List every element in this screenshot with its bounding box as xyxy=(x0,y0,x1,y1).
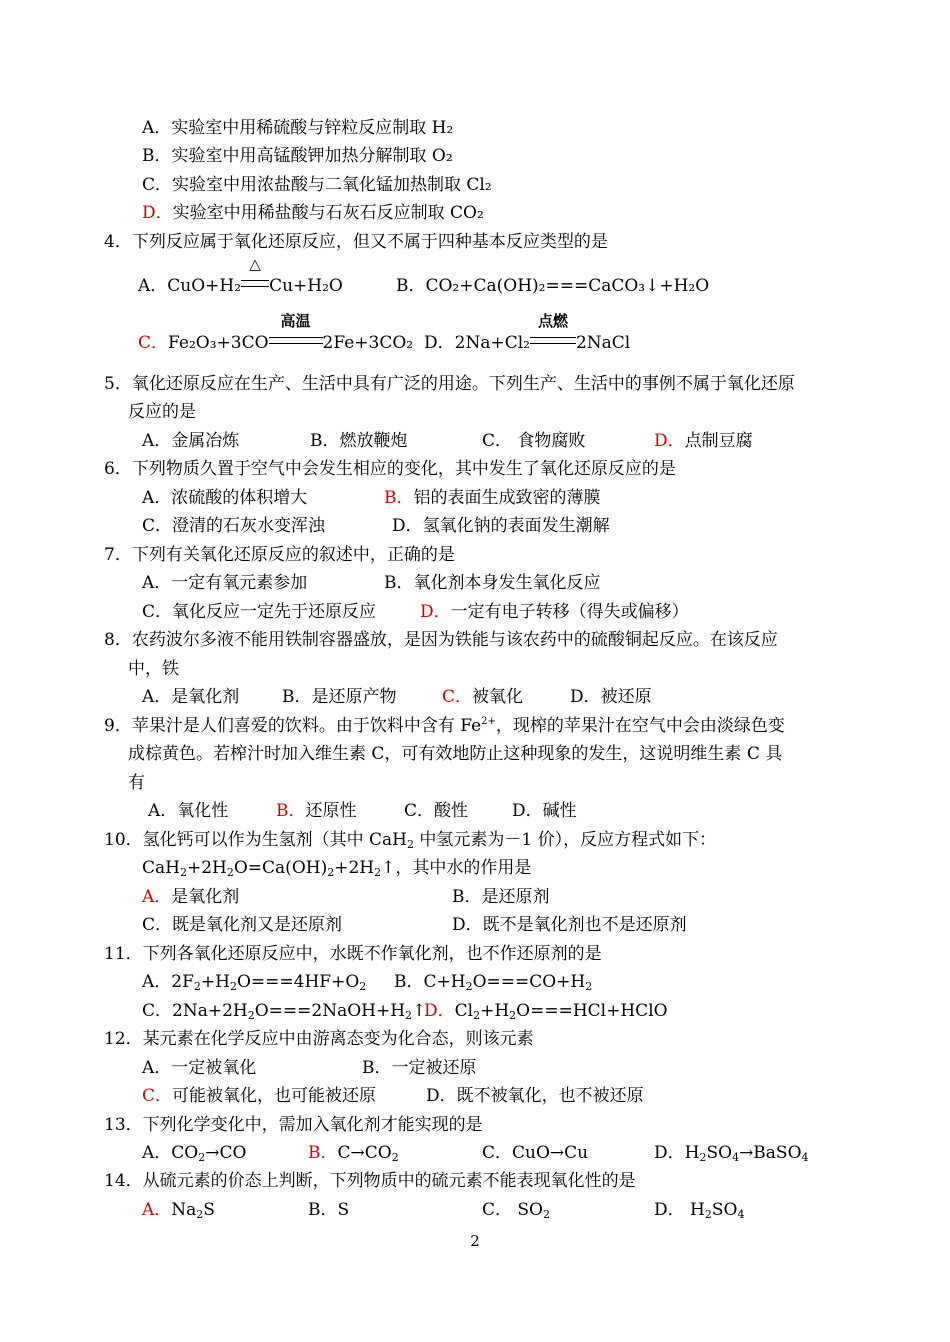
q12-option-c xyxy=(142,1085,376,1107)
equation-left: A．CuO+H₂ xyxy=(138,276,242,296)
q14-option-a: A．$Na_2S$ xyxy=(142,1200,215,1221)
q12-option-b: B．一定被还原 xyxy=(362,1058,477,1078)
q11-stem: 11．下列各氧化还原反应中，水既不作氧化剂，也不作还原剂的是 xyxy=(104,944,602,964)
q6-option-d: D．氢氧化钠的表面发生潮解 xyxy=(392,516,610,536)
q3-option-b: B．实验室中用高锰酸钾加热分解制取 O₂ xyxy=(142,146,453,166)
reaction-arrow xyxy=(530,312,576,354)
q6-option-a: A．浓硫酸的体积增大 xyxy=(142,488,308,508)
page-number: 2 xyxy=(470,1232,480,1250)
q11-option-b: B．$C+H_2O===CO+H_2$ xyxy=(394,972,593,993)
answer-letter: A． xyxy=(142,1200,172,1220)
q10-stem-line2: $CaH_2+2H_2O=Ca(OH)_2+2H_2↑$，其中水的作用是 xyxy=(142,858,532,879)
answer-letter: C． xyxy=(442,687,473,707)
answer-letter: C． xyxy=(138,333,169,353)
q13-stem: 13．下列化学变化中，需加入氧化剂才能实现的是 xyxy=(104,1115,483,1135)
answer-letter: D． xyxy=(424,1001,455,1021)
q10-option-c: C．既是氧化剂又是还原剂 xyxy=(142,915,343,935)
equation-left: Fe₂O₃+3CO xyxy=(168,333,269,353)
q4-stem: 4．下列反应属于氧化还原反应，但又不属于四种基本反应类型的是 xyxy=(104,232,608,252)
q14-option-c: C． $SO_2$ xyxy=(482,1200,550,1221)
q7-option-b: B．氧化剂本身发生氧化反应 xyxy=(384,573,601,593)
q9-stem-line1: 9．苹果汁是人们喜爱的饮料。由于饮料中含有 $Fe^{2+}$，现榨的苹果汁在空气中会由淡绿色变 xyxy=(104,716,785,736)
q5-stem-line1: 5．氧化还原反应在生产、生活中具有广泛的用途。下列生产、生活中的事例不属于氧化还原 xyxy=(104,374,795,394)
q11-option-a: A．$2F_2+H_2O===4HF+O_2$ xyxy=(142,972,367,993)
option-text: 铝的表面生成致密的薄膜 xyxy=(413,488,601,508)
q7-stem: 7．下列有关氧化还原反应的叙述中，正确的是 xyxy=(104,545,455,565)
q11-option-c: C．$2Na+2H_2O===2NaOH+H_2↑$ xyxy=(142,1001,427,1022)
answer-letter: D． xyxy=(142,203,173,223)
equation-left: D．2Na+Cl₂ xyxy=(424,333,530,353)
q8-option-a: A．是氧化剂 xyxy=(142,687,240,707)
answer-letter: C． xyxy=(142,1086,173,1106)
q8-stem-line2: 中，铁 xyxy=(128,659,179,679)
option-text: 是氧化剂 xyxy=(171,887,240,907)
q6-option-c: C．澄清的石灰水变浑浊 xyxy=(142,516,326,536)
q10-option-a xyxy=(142,886,239,908)
q11-option-d: D．$Cl_2+H_2O===HCl+HClO$ xyxy=(424,1001,668,1022)
reaction-arrow xyxy=(241,255,269,297)
reaction-condition: 高温 xyxy=(280,312,311,330)
answer-letter: B． xyxy=(276,801,306,821)
q4-option-d xyxy=(424,312,631,354)
q9-option-c: C．酸性 xyxy=(404,801,469,821)
q13-option-c: C．CuO→Cu xyxy=(482,1143,589,1163)
answer-letter: B． xyxy=(308,1143,338,1163)
q5-option-c: C． 食物腐败 xyxy=(482,431,586,451)
q8-option-d: D．被还原 xyxy=(570,687,652,707)
q3-option-a: A．实验室中用稀硫酸与锌粒反应制取 H₂ xyxy=(142,118,454,138)
q13-option-b: B．$C\to CO_2$ xyxy=(308,1143,399,1164)
q4-option-c xyxy=(138,312,414,354)
q13-option-a: A．$CO_2\to CO$ xyxy=(142,1143,247,1164)
reaction-condition: 点燃 xyxy=(537,312,568,330)
q8-option-b: B．是还原产物 xyxy=(282,687,397,707)
q12-option-d: D．既不被氧化，也不被还原 xyxy=(426,1086,644,1106)
q5-option-d xyxy=(654,430,753,452)
q6-option-b xyxy=(384,487,601,509)
answer-letter: B． xyxy=(384,488,414,508)
answer-letter: D． xyxy=(420,602,451,622)
q14-option-b: B．S xyxy=(308,1200,350,1220)
option-text: 实验室中用稀盐酸与石灰石反应制取 CO₂ xyxy=(172,203,484,223)
q9-stem-line2: 成棕黄色。若榨汁时加入维生素 C，可有效地防止这种现象的发生，这说明维生素 C 具 xyxy=(128,744,783,764)
q9-option-a: A．氧化性 xyxy=(148,801,229,821)
q4-option-a xyxy=(138,255,343,297)
reaction-arrow xyxy=(269,312,323,354)
q10-option-d: D．既不是氧化剂也不是还原剂 xyxy=(452,915,687,935)
q5-option-a: A．金属冶炼 xyxy=(142,431,240,451)
equation-right: Cu+H₂O xyxy=(269,276,343,296)
q3-option-d xyxy=(142,202,484,224)
reaction-condition: △ xyxy=(249,255,261,273)
q6-stem: 6．下列物质久置于空气中会发生相应的变化，其中发生了氧化还原反应的是 xyxy=(104,459,676,479)
answer-letter: A． xyxy=(142,887,172,907)
answer-letter: D． xyxy=(654,431,685,451)
q8-stem-line1: 8．农药波尔多液不能用铁制容器盛放，是因为铁能与该农药中的硫酸铜起反应。在该反应 xyxy=(104,630,778,650)
q9-stem-line3: 有 xyxy=(128,773,145,793)
q5-option-b: B．燃放鞭炮 xyxy=(310,431,408,451)
q12-option-a: A．一定被氧化 xyxy=(142,1058,257,1078)
option-text: 一定有电子转移（得失或偏移） xyxy=(450,602,689,622)
q3-option-c: C．实验室中用浓盐酸与二氧化锰加热制取 Cl₂ xyxy=(142,175,492,195)
q10-stem-line1: 10．氢化钙可以作为生氢剂（其中 CaH$_2$ 中氢元素为－1 价），反应方程式如下： xyxy=(104,830,717,851)
equation-right: 2Fe+3CO₂ xyxy=(322,333,414,353)
q8-option-c xyxy=(442,686,523,708)
q9-option-d: D．碱性 xyxy=(512,801,577,821)
q5-stem-line2: 反应的是 xyxy=(128,402,196,422)
option-text: 被氧化 xyxy=(472,687,524,707)
q13-option-d: D．$H_2SO_4\to BaSO_4$ xyxy=(654,1143,809,1164)
q7-option-a: A．一定有氧元素参加 xyxy=(142,573,308,593)
equation-right: 2NaCl xyxy=(575,333,631,353)
option-text: 可能被氧化，也可能被还原 xyxy=(172,1086,377,1106)
q14-stem: 14．从硫元素的价态上判断，下列物质中的硫元素不能表现氧化性的是 xyxy=(104,1171,636,1191)
q14-option-d: D． $H_2SO_4$ xyxy=(654,1200,745,1221)
q12-stem: 12．某元素在化学反应中由游离态变为化合态，则该元素 xyxy=(104,1029,534,1049)
q10-option-b: B．是还原剂 xyxy=(452,887,550,907)
q9-option-b xyxy=(276,800,357,822)
q7-option-c: C．氧化反应一定先于还原反应 xyxy=(142,602,377,622)
q7-option-d xyxy=(420,601,689,623)
q4-option-b: B．CO₂+Ca(OH)₂===CaCO₃↓+H₂O xyxy=(396,276,710,296)
option-text: 还原性 xyxy=(305,801,357,821)
option-text: 点制豆腐 xyxy=(684,431,753,451)
